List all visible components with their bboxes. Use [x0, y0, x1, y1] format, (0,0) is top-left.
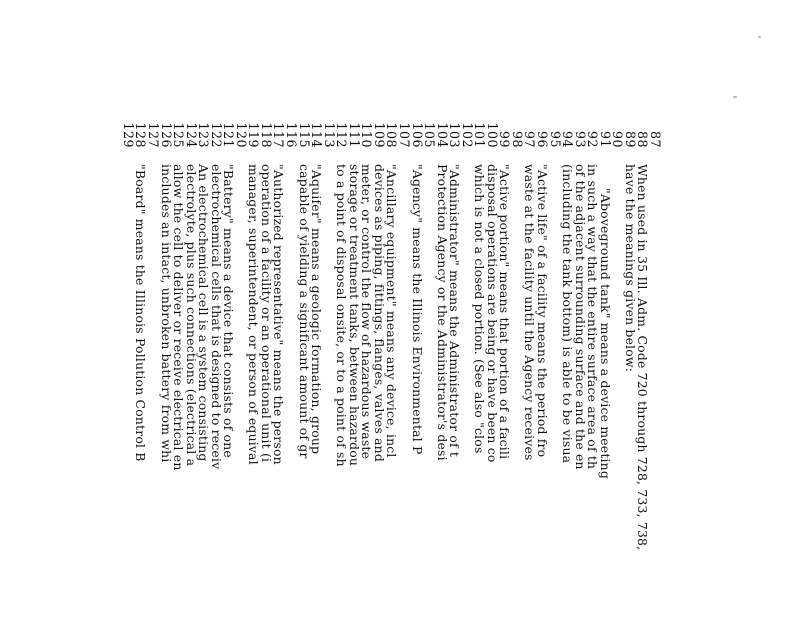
line-row	[397, 108, 411, 618]
line-number: 119	[246, 122, 262, 148]
line-text: "Authorized representative" means the person	[271, 164, 287, 465]
line-number: 105	[422, 122, 438, 148]
line-number: 97	[522, 130, 538, 148]
line-row	[485, 108, 499, 618]
line-text: which is not a closed portion. (See also "clos	[472, 164, 488, 454]
line-number: 124	[183, 122, 199, 148]
line-number: 128	[133, 122, 149, 148]
line-text: meter, or control the flow of hazardous waste	[359, 164, 375, 460]
line-row	[146, 108, 160, 618]
line-text: "Aquifer" means a geologic formation, group	[309, 164, 325, 455]
line-row	[535, 108, 549, 618]
line-row	[523, 108, 537, 618]
line-number: 109	[371, 122, 387, 148]
line-number: 96	[535, 130, 551, 148]
scan-speck	[758, 36, 761, 38]
line-text: operation of a facility or an operational unit (i	[259, 164, 274, 463]
line-text: capable of yielding a significant amount of gr	[296, 164, 312, 459]
line-text: "Board" means the Illinois Pollution Control B	[133, 164, 149, 462]
line-number: 100	[484, 122, 500, 148]
line-number: 102	[459, 122, 475, 148]
line-row	[259, 108, 273, 618]
line-number: 129	[120, 122, 136, 148]
line-row	[623, 108, 637, 618]
line-number: 121	[221, 122, 237, 148]
line-text: waste at the facility until the Agency receives	[522, 164, 538, 461]
line-number: 99	[497, 130, 513, 148]
line-number: 123	[196, 122, 212, 148]
line-row	[334, 108, 348, 618]
line-number: 94	[560, 130, 576, 148]
line-row	[648, 108, 662, 618]
line-number: 126	[158, 122, 174, 148]
line-number: 103	[447, 122, 463, 148]
line-number: 107	[397, 122, 412, 148]
line-number: 120	[233, 122, 249, 148]
line-text: "Active portion" means that portion of a facili	[497, 164, 513, 460]
line-text: devices as piping, fittings, flanges, valves and	[371, 164, 387, 462]
line-number: 91	[597, 130, 613, 148]
line-number: 115	[296, 122, 312, 148]
line-number: 122	[208, 122, 224, 148]
line-number: 93	[572, 130, 588, 148]
line-number: 95	[547, 130, 563, 148]
line-number: 114	[309, 122, 325, 148]
line-row	[560, 108, 574, 618]
line-number: 106	[409, 122, 425, 148]
line-number: 118	[259, 122, 274, 148]
line-number: 98	[510, 130, 525, 148]
line-number: 87	[648, 130, 663, 148]
line-number: 127	[146, 122, 161, 148]
line-text: allow the cell to deliver or receive electrical en	[171, 164, 187, 471]
line-text: have the meanings given below:	[623, 164, 638, 373]
line-number: 90	[610, 130, 626, 148]
line-row	[472, 108, 486, 618]
line-text: of the adjacent surrounding surface and the en	[572, 164, 588, 470]
line-text: "Agency" means the Illinois Environmental P	[409, 164, 425, 455]
line-number: 113	[321, 122, 337, 148]
line-number: 125	[171, 122, 187, 148]
line-row	[372, 108, 386, 618]
line-text: disposal operations are being or have been co	[484, 164, 500, 463]
line-number: 111	[346, 122, 362, 148]
line-text: "Battery" means a device that consists of one	[221, 164, 237, 458]
line-text: manager, superintendent, or person of equival	[246, 164, 262, 465]
line-text: "Administrator" means the Administrator of t	[447, 164, 463, 458]
line-text: "Active life" of a facility means the period fro	[535, 164, 551, 458]
line-row	[435, 108, 449, 618]
line-row	[284, 108, 298, 618]
line-number: 117	[271, 122, 287, 148]
line-row	[134, 108, 148, 618]
line-number: 89	[623, 130, 638, 148]
line-number: 92	[585, 130, 601, 148]
line-row	[297, 108, 311, 618]
line-text: storage or treatment tanks, between hazardou	[346, 164, 362, 467]
line-number: 112	[334, 122, 350, 148]
line-number: 88	[635, 130, 651, 148]
line-row	[234, 108, 248, 618]
scan-speck	[733, 96, 737, 98]
line-row	[121, 108, 135, 618]
line-text: to a point of disposal onsite, or to a point of sh	[334, 164, 350, 467]
line-text: in such a way that the entire surface area of th	[585, 164, 601, 470]
line-text: (including the tank bottom) is able to be visua	[560, 164, 576, 464]
line-text: includes an intact, unbroken battery from whi	[158, 164, 174, 463]
line-number: 110	[359, 122, 375, 148]
line-text: Protection Agency or the Administrator's desi	[434, 164, 450, 461]
line-row	[410, 108, 424, 618]
line-text: An electrochemical cell is a system consisting	[196, 164, 212, 462]
line-row	[159, 108, 173, 618]
line-text: "Ancillary equipment" means any device, incl	[384, 164, 400, 458]
line-text: When used in 35 Ill. Adm. Code 720 through 728, 733, 738,	[635, 164, 651, 551]
line-number: 104	[434, 122, 450, 148]
line-number: 116	[284, 122, 300, 148]
line-number: 101	[472, 122, 488, 148]
rotated-regulation-text	[32, 108, 672, 618]
line-text: electrochemical cells that is designed to receiv	[208, 164, 224, 470]
line-text: electrolyte, plus such connections (electrical a	[183, 164, 199, 467]
line-row	[246, 108, 260, 618]
line-row	[510, 108, 524, 618]
line-number: 108	[384, 122, 400, 148]
line-text: "Aboveground tank" means a device meeting	[597, 188, 613, 479]
